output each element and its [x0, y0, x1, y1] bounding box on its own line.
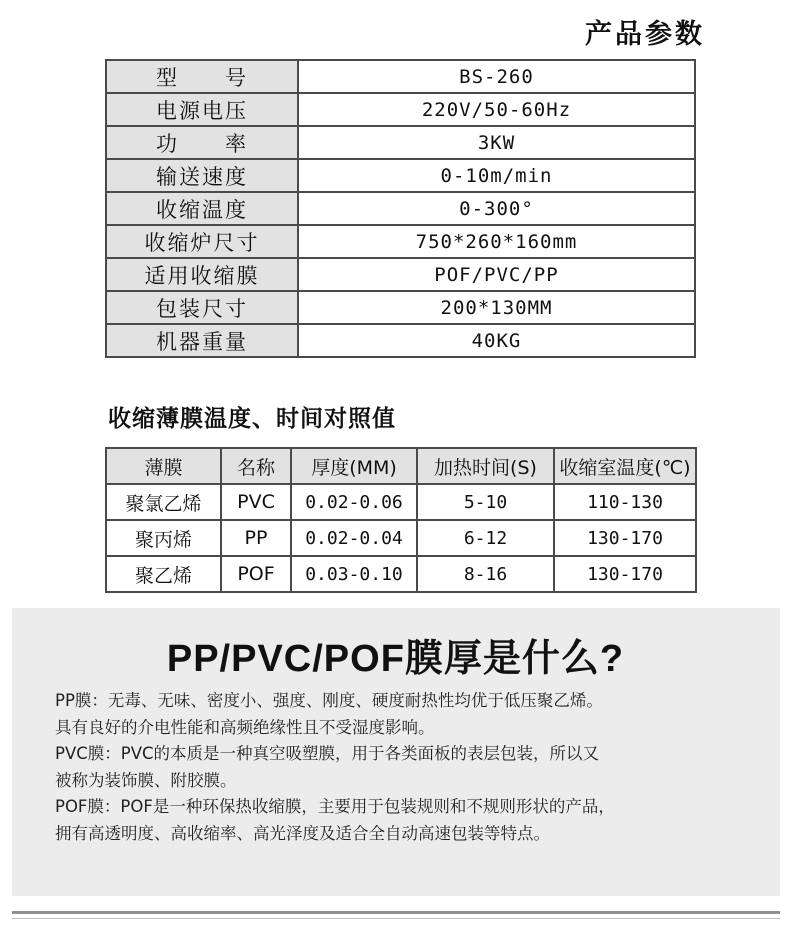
table-cell: 110-130 — [554, 484, 696, 520]
column-header: 收缩室温度(℃) — [554, 448, 696, 484]
spec-value: 3KW — [298, 126, 695, 159]
column-header: 薄膜 — [106, 448, 221, 484]
faq-text — [55, 688, 745, 847]
film-table-title: 收缩薄膜温度、时间对照值 — [108, 406, 396, 432]
spec-label: 输送速度 — [106, 159, 298, 192]
spec-label: 适用收缩膜 — [106, 258, 298, 291]
table-row — [106, 324, 695, 357]
spec-value: 750*260*160mm — [298, 225, 695, 258]
table-row — [106, 484, 696, 520]
table-cell: POF — [221, 556, 291, 592]
table-row — [106, 556, 696, 592]
table-cell: 聚乙烯 — [106, 556, 221, 592]
faq-line: 拥有高透明度、高收缩率、高光泽度及适合全自动高速包装等特点。 — [55, 823, 550, 843]
footer-divider-thin — [12, 918, 780, 919]
table-cell: 0.03-0.10 — [291, 556, 417, 592]
spec-label: 型 号 — [106, 60, 298, 93]
table-cell: 聚丙烯 — [106, 520, 221, 556]
params-title: 产品参数 — [585, 19, 705, 50]
spec-table — [105, 59, 696, 358]
spec-value: 200*130MM — [298, 291, 695, 324]
spec-label: 收缩温度 — [106, 192, 298, 225]
table-row — [106, 60, 695, 93]
footer-divider — [12, 911, 780, 914]
faq-title: PP/PVC/POF膜厚是什么? — [166, 638, 625, 680]
spec-value: 0-300° — [298, 192, 695, 225]
table-cell: 聚氯乙烯 — [106, 484, 221, 520]
table-header-row — [106, 448, 696, 484]
column-header: 加热时间(S) — [417, 448, 554, 484]
spec-label: 功 率 — [106, 126, 298, 159]
table-cell: 130-170 — [554, 556, 696, 592]
spec-label: 电源电压 — [106, 93, 298, 126]
spec-label: 收缩炉尺寸 — [106, 225, 298, 258]
table-cell: 130-170 — [554, 520, 696, 556]
table-cell: PP — [221, 520, 291, 556]
faq-line: 具有良好的介电性能和高频绝缘性且不受湿度影响。 — [55, 717, 435, 737]
column-header: 厚度(MM) — [291, 448, 417, 484]
table-cell: 5-10 — [417, 484, 554, 520]
faq-line: 被称为装饰膜、附胶膜。 — [55, 770, 237, 790]
spec-value: 40KG — [298, 324, 695, 357]
table-cell: PVC — [221, 484, 291, 520]
table-row — [106, 258, 695, 291]
spec-value: 220V/50-60Hz — [298, 93, 695, 126]
column-header: 名称 — [221, 448, 291, 484]
table-row — [106, 291, 695, 324]
table-row — [106, 159, 695, 192]
spec-label: 机器重量 — [106, 324, 298, 357]
spec-value: 0-10m/min — [298, 159, 695, 192]
faq-line: PVC膜：PVC的本质是一种真空吸塑膜，用于各类面板的表层包装，所以又 — [55, 744, 600, 763]
faq-line: PP膜：无毒、无味、密度小、强度、刚度、硬度耐热性均优于低压聚乙烯。 — [55, 691, 603, 710]
spec-value: BS-260 — [298, 60, 695, 93]
spec-value: POF/PVC/PP — [298, 258, 695, 291]
table-cell: 0.02-0.06 — [291, 484, 417, 520]
table-cell: 8-16 — [417, 556, 554, 592]
table-row — [106, 192, 695, 225]
table-row — [106, 520, 696, 556]
table-cell: 6-12 — [417, 520, 554, 556]
spec-label: 包装尺寸 — [106, 291, 298, 324]
table-cell: 0.02-0.04 — [291, 520, 417, 556]
table-row — [106, 225, 695, 258]
table-row — [106, 93, 695, 126]
faq-line: POF膜：POF是一种环保热收缩膜，主要用于包装规则和不规则形状的产品， — [55, 797, 615, 816]
film-table — [105, 447, 697, 593]
table-row — [106, 126, 695, 159]
